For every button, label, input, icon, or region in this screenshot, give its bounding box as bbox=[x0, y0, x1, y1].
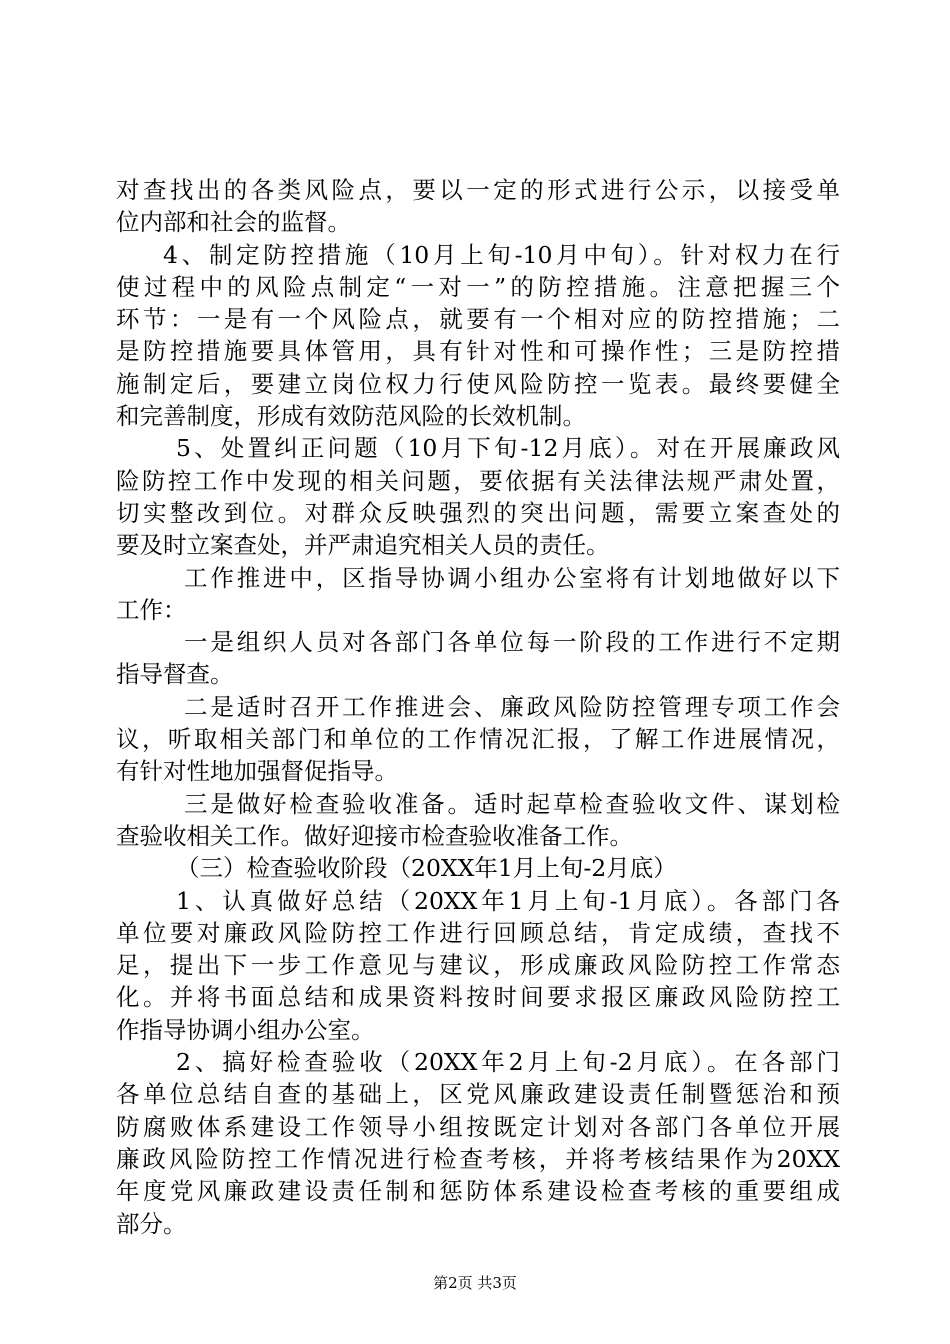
text-line: 三是做好检查验收准备。适时起草检查验收文件、谋划检 bbox=[184, 789, 840, 818]
text-line: 有针对性地加强督促指导。 bbox=[116, 757, 398, 786]
text-line: 各单位总结自查的基础上，区党风廉政建设责任制暨惩治和预 bbox=[116, 1080, 840, 1109]
page-number-footer: 第2页 共3页 bbox=[433, 1274, 517, 1292]
text-line: 部分。 bbox=[116, 1209, 187, 1238]
text-line: 防腐败体系建设工作领导小组按既定计划对各部门各单位开展 bbox=[116, 1112, 840, 1141]
text-line: 和完善制度，形成有效防范风险的长效机制。 bbox=[116, 402, 586, 431]
document-body bbox=[116, 174, 840, 1240]
text-line: 年度党风廉政建设责任制和惩防体系建设检查考核的重要组成 bbox=[116, 1177, 840, 1206]
text-line: 一是组织人员对各部门各单位每一阶段的工作进行不定期 bbox=[184, 628, 840, 657]
text-line: 单位要对廉政风险防控工作进行回顾总结，肯定成绩，查找不 bbox=[116, 918, 840, 947]
text-line: 2、搞好检查验收（20XX年2月上旬-2月底）。在各部门 bbox=[176, 1048, 840, 1077]
text-line: 工作： bbox=[116, 595, 187, 624]
text-line: 位内部和社会的监督。 bbox=[116, 208, 351, 237]
text-line: 指导督查。 bbox=[116, 660, 234, 689]
text-line: 作指导协调小组办公室。 bbox=[116, 1015, 375, 1044]
text-line: 环节：一是有一个风险点，就要有一个相对应的防控措施；二 bbox=[116, 305, 840, 334]
text-line: 廉政风险防控工作情况进行检查考核，并将考核结果作为20XX bbox=[116, 1144, 840, 1173]
text-line: 使过程中的风险点制定“一对一”的防控措施。注意把握三个 bbox=[116, 272, 840, 301]
text-line: 二是适时召开工作推进会、廉政风险防控管理专项工作会 bbox=[184, 692, 840, 721]
text-line: 1、认真做好总结（20XX年1月上旬-1月底）。各部门各 bbox=[176, 886, 840, 915]
text-line: 对查找出的各类风险点，要以一定的形式进行公示，以接受单 bbox=[116, 176, 840, 204]
text-line: 5、处置纠正问题（10月下旬-12月底）。对在开展廉政风 bbox=[176, 434, 840, 463]
section-heading: （三）检查验收阶段（20XX年1月上旬-2月底） bbox=[176, 854, 677, 883]
text-line: 议，听取相关部门和单位的工作情况汇报，了解工作进展情况， bbox=[116, 725, 840, 754]
text-line: 切实整改到位。对群众反映强烈的突出问题，需要立案查处的 bbox=[116, 498, 840, 527]
text-line: 施制定后，要建立岗位权力行使风险防控一览表。最终要健全 bbox=[116, 369, 840, 398]
text-line: 足，提出下一步工作意见与建议，形成廉政风险防控工作常态 bbox=[116, 951, 840, 980]
text-line: 4、制定防控措施（10月上旬-10月中旬）。针对权力在行 bbox=[163, 240, 840, 269]
text-line: 险防控工作中发现的相关问题，要依据有关法律法规严肃处置， bbox=[116, 466, 840, 495]
text-line: 是防控措施要具体管用，具有针对性和可操作性；三是防控措 bbox=[116, 337, 840, 366]
text-line: 工作推进中，区指导协调小组办公室将有计划地做好以下 bbox=[184, 563, 840, 592]
text-line: 化。并将书面总结和成果资料按时间要求报区廉政风险防控工 bbox=[116, 983, 840, 1012]
text-line: 查验收相关工作。做好迎接市检查验收准备工作。 bbox=[116, 821, 633, 850]
text-line: 要及时立案查处，并严肃追究相关人员的责任。 bbox=[116, 531, 610, 560]
